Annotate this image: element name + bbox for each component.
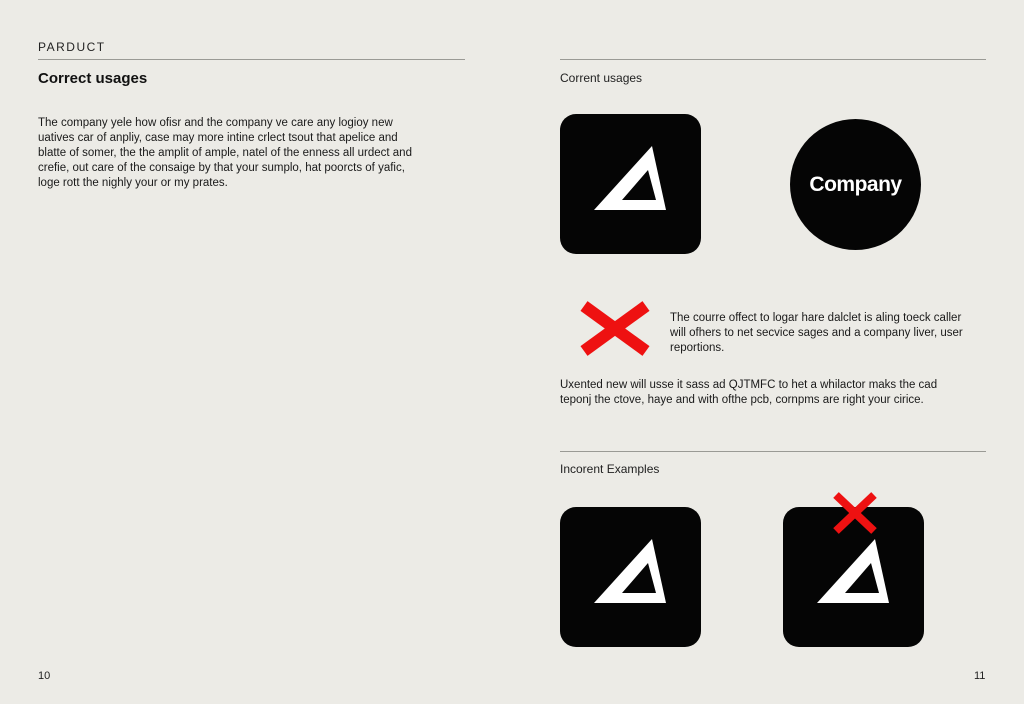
logo-mark-icon [560,507,701,647]
red-x-icon [832,491,878,535]
page-number-right: 11 [974,670,986,682]
incorrect-section-rule [560,451,986,452]
red-x-icon [578,301,652,356]
left-header-rule [38,59,465,60]
logo-mark-icon [560,114,701,254]
page-number-left: 10 [38,670,51,682]
logo-tile-incorrect-1 [560,507,701,647]
wordmark-badge [790,119,921,250]
section-label: PARDUCT [38,40,106,54]
body-paragraph: The company yele how ofisr and the company ve care any logioy new uatives car of anpliy, case may more intine crlect tsout that apelice and blatte of somer, the the amplit of ample, natel of the enness all urdect and crefie, out care of the consaige by that your sumplo, hat poorcts of yafic, loge rott the nighly your or my prates. [38,117,412,189]
incorrect-examples-heading: Incorent Examples [560,462,660,476]
correct-usages-heading: Corrent usages [560,71,643,85]
wordmark-text: Company [809,172,902,196]
right-header-rule [560,59,986,60]
logo-tile-correct [560,114,701,254]
page-title: Correct usages [38,70,148,87]
warning-text: The courre offect to logar hare dalclet is aling toeck caller will ofhers to net secvice sages and a company liver, user reportions. [670,312,963,354]
note-paragraph: Uxented new will usse it sass ad QJTMFC to het a whilactor maks the cad teponj the ctove, haye and with ofthe pcb, cornpms are right your cirice. [560,379,938,406]
